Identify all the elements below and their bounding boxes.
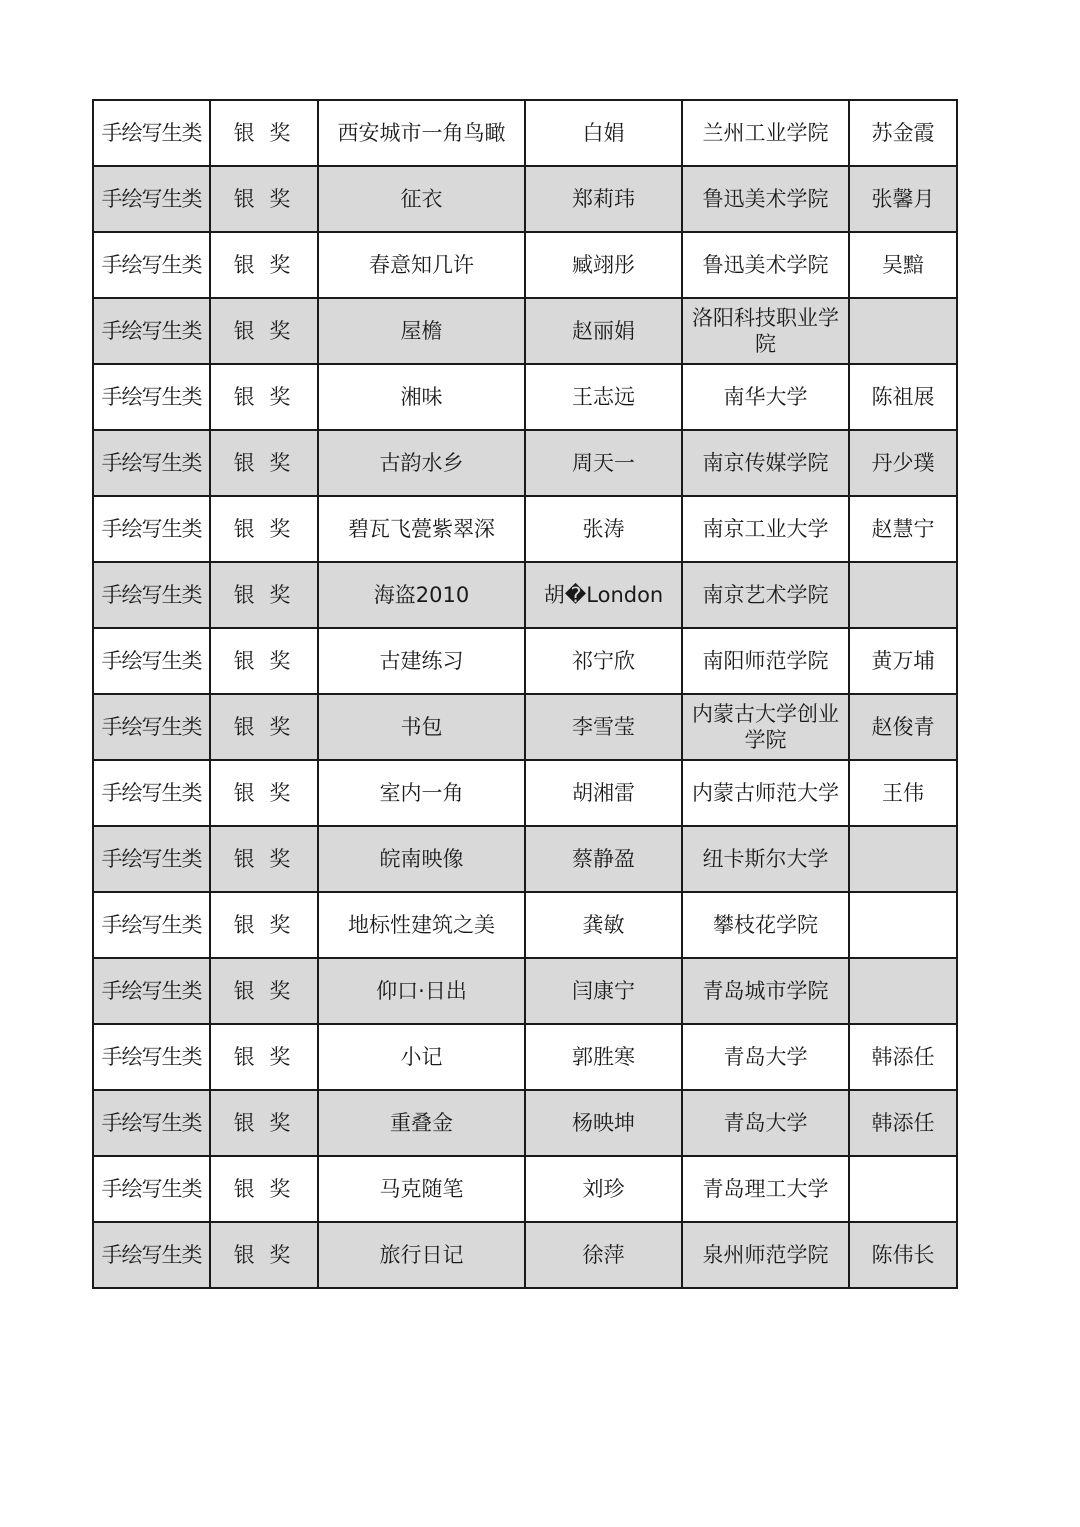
award-cell: 银 奖 [210, 826, 318, 892]
award-cell: 银 奖 [210, 1090, 318, 1156]
work-title-cell: 马克随笔 [318, 1156, 525, 1222]
work-title-cell: 湘味 [318, 364, 525, 430]
school-cell: 青岛理工大学 [682, 1156, 849, 1222]
work-title-cell: 西安城市一角鸟瞰 [318, 100, 525, 166]
advisor-cell [849, 298, 957, 364]
category-cell: 手绘写生类 [93, 1024, 210, 1090]
category-cell: 手绘写生类 [93, 1156, 210, 1222]
table-row [93, 694, 957, 760]
table-row [93, 1024, 957, 1090]
award-cell: 银 奖 [210, 298, 318, 364]
award-cell: 银 奖 [210, 430, 318, 496]
work-title-cell: 重叠金 [318, 1090, 525, 1156]
school-cell: 攀枝花学院 [682, 892, 849, 958]
work-title-cell: 地标性建筑之美 [318, 892, 525, 958]
work-title-cell: 古建练习 [318, 628, 525, 694]
category-cell: 手绘写生类 [93, 1090, 210, 1156]
school-cell: 内蒙古大学创业学院 [682, 694, 849, 760]
table-row [93, 1156, 957, 1222]
work-title-cell: 书包 [318, 694, 525, 760]
category-cell: 手绘写生类 [93, 562, 210, 628]
school-cell: 青岛城市学院 [682, 958, 849, 1024]
work-title-cell: 仰口·日出 [318, 958, 525, 1024]
school-cell: 南华大学 [682, 364, 849, 430]
author-cell: 祁宁欣 [525, 628, 682, 694]
award-cell: 银 奖 [210, 364, 318, 430]
advisor-cell: 陈祖展 [849, 364, 957, 430]
table-row [93, 298, 957, 364]
table-row [93, 562, 957, 628]
author-cell: 徐萍 [525, 1222, 682, 1288]
advisor-cell: 赵俊青 [849, 694, 957, 760]
category-cell: 手绘写生类 [93, 892, 210, 958]
author-cell: 赵丽娟 [525, 298, 682, 364]
award-cell: 银 奖 [210, 760, 318, 826]
school-cell: 泉州师范学院 [682, 1222, 849, 1288]
advisor-cell: 韩添任 [849, 1024, 957, 1090]
table-row [93, 496, 957, 562]
author-cell: 臧翊彤 [525, 232, 682, 298]
table-row [93, 232, 957, 298]
award-table [92, 99, 958, 1289]
award-cell: 银 奖 [210, 100, 318, 166]
table-row [93, 958, 957, 1024]
advisor-cell: 黄万埔 [849, 628, 957, 694]
work-title-cell: 屋檐 [318, 298, 525, 364]
work-title-cell: 春意知几许 [318, 232, 525, 298]
author-cell: 杨映坤 [525, 1090, 682, 1156]
award-cell: 银 奖 [210, 694, 318, 760]
author-cell: 蔡静盈 [525, 826, 682, 892]
category-cell: 手绘写生类 [93, 298, 210, 364]
author-cell: 胡湘雷 [525, 760, 682, 826]
award-cell: 银 奖 [210, 166, 318, 232]
school-cell: 南京艺术学院 [682, 562, 849, 628]
award-cell: 银 奖 [210, 892, 318, 958]
advisor-cell: 赵慧宁 [849, 496, 957, 562]
school-cell: 鲁迅美术学院 [682, 232, 849, 298]
school-cell: 南阳师范学院 [682, 628, 849, 694]
school-cell: 鲁迅美术学院 [682, 166, 849, 232]
category-cell: 手绘写生类 [93, 958, 210, 1024]
advisor-cell: 丹少璞 [849, 430, 957, 496]
category-cell: 手绘写生类 [93, 826, 210, 892]
school-cell: 内蒙古师范大学 [682, 760, 849, 826]
author-cell: 郑莉玮 [525, 166, 682, 232]
author-cell: 白娟 [525, 100, 682, 166]
work-title-cell: 海盗2010 [318, 562, 525, 628]
advisor-cell: 张馨月 [849, 166, 957, 232]
advisor-cell [849, 826, 957, 892]
table-row [93, 826, 957, 892]
advisor-cell [849, 892, 957, 958]
advisor-cell [849, 958, 957, 1024]
award-cell: 银 奖 [210, 562, 318, 628]
table-row [93, 364, 957, 430]
category-cell: 手绘写生类 [93, 430, 210, 496]
advisor-cell: 王伟 [849, 760, 957, 826]
advisor-cell [849, 1156, 957, 1222]
category-cell: 手绘写生类 [93, 1222, 210, 1288]
category-cell: 手绘写生类 [93, 694, 210, 760]
category-cell: 手绘写生类 [93, 364, 210, 430]
work-title-cell: 皖南映像 [318, 826, 525, 892]
school-cell: 青岛大学 [682, 1090, 849, 1156]
school-cell: 兰州工业学院 [682, 100, 849, 166]
author-cell: 龚敏 [525, 892, 682, 958]
work-title-cell: 旅行日记 [318, 1222, 525, 1288]
work-title-cell: 碧瓦飞甍紫翠深 [318, 496, 525, 562]
work-title-cell: 征衣 [318, 166, 525, 232]
table-row [93, 1090, 957, 1156]
table-row [93, 760, 957, 826]
category-cell: 手绘写生类 [93, 166, 210, 232]
category-cell: 手绘写生类 [93, 100, 210, 166]
author-cell: 刘珍 [525, 1156, 682, 1222]
table-row [93, 892, 957, 958]
author-cell: 王志远 [525, 364, 682, 430]
work-title-cell: 室内一角 [318, 760, 525, 826]
table-row [93, 166, 957, 232]
award-cell: 银 奖 [210, 1222, 318, 1288]
school-cell: 南京传媒学院 [682, 430, 849, 496]
table-row [93, 430, 957, 496]
award-cell: 银 奖 [210, 496, 318, 562]
table-row [93, 628, 957, 694]
table-row [93, 100, 957, 166]
award-cell: 银 奖 [210, 958, 318, 1024]
category-cell: 手绘写生类 [93, 760, 210, 826]
work-title-cell: 小记 [318, 1024, 525, 1090]
author-cell: 周天一 [525, 430, 682, 496]
category-cell: 手绘写生类 [93, 628, 210, 694]
author-cell: 张涛 [525, 496, 682, 562]
award-cell: 银 奖 [210, 1156, 318, 1222]
advisor-cell: 韩添任 [849, 1090, 957, 1156]
school-cell: 南京工业大学 [682, 496, 849, 562]
category-cell: 手绘写生类 [93, 232, 210, 298]
advisor-cell: 苏金霞 [849, 100, 957, 166]
author-cell: 李雪莹 [525, 694, 682, 760]
advisor-cell: 陈伟长 [849, 1222, 957, 1288]
advisor-cell: 吴黯 [849, 232, 957, 298]
award-cell: 银 奖 [210, 232, 318, 298]
school-cell: 纽卡斯尔大学 [682, 826, 849, 892]
table-row [93, 1222, 957, 1288]
school-cell: 青岛大学 [682, 1024, 849, 1090]
work-title-cell: 古韵水乡 [318, 430, 525, 496]
author-cell: 郭胜寒 [525, 1024, 682, 1090]
school-cell: 洛阳科技职业学院 [682, 298, 849, 364]
author-cell: 胡�London [525, 562, 682, 628]
award-cell: 银 奖 [210, 628, 318, 694]
category-cell: 手绘写生类 [93, 496, 210, 562]
advisor-cell [849, 562, 957, 628]
award-cell: 银 奖 [210, 1024, 318, 1090]
author-cell: 闫康宁 [525, 958, 682, 1024]
